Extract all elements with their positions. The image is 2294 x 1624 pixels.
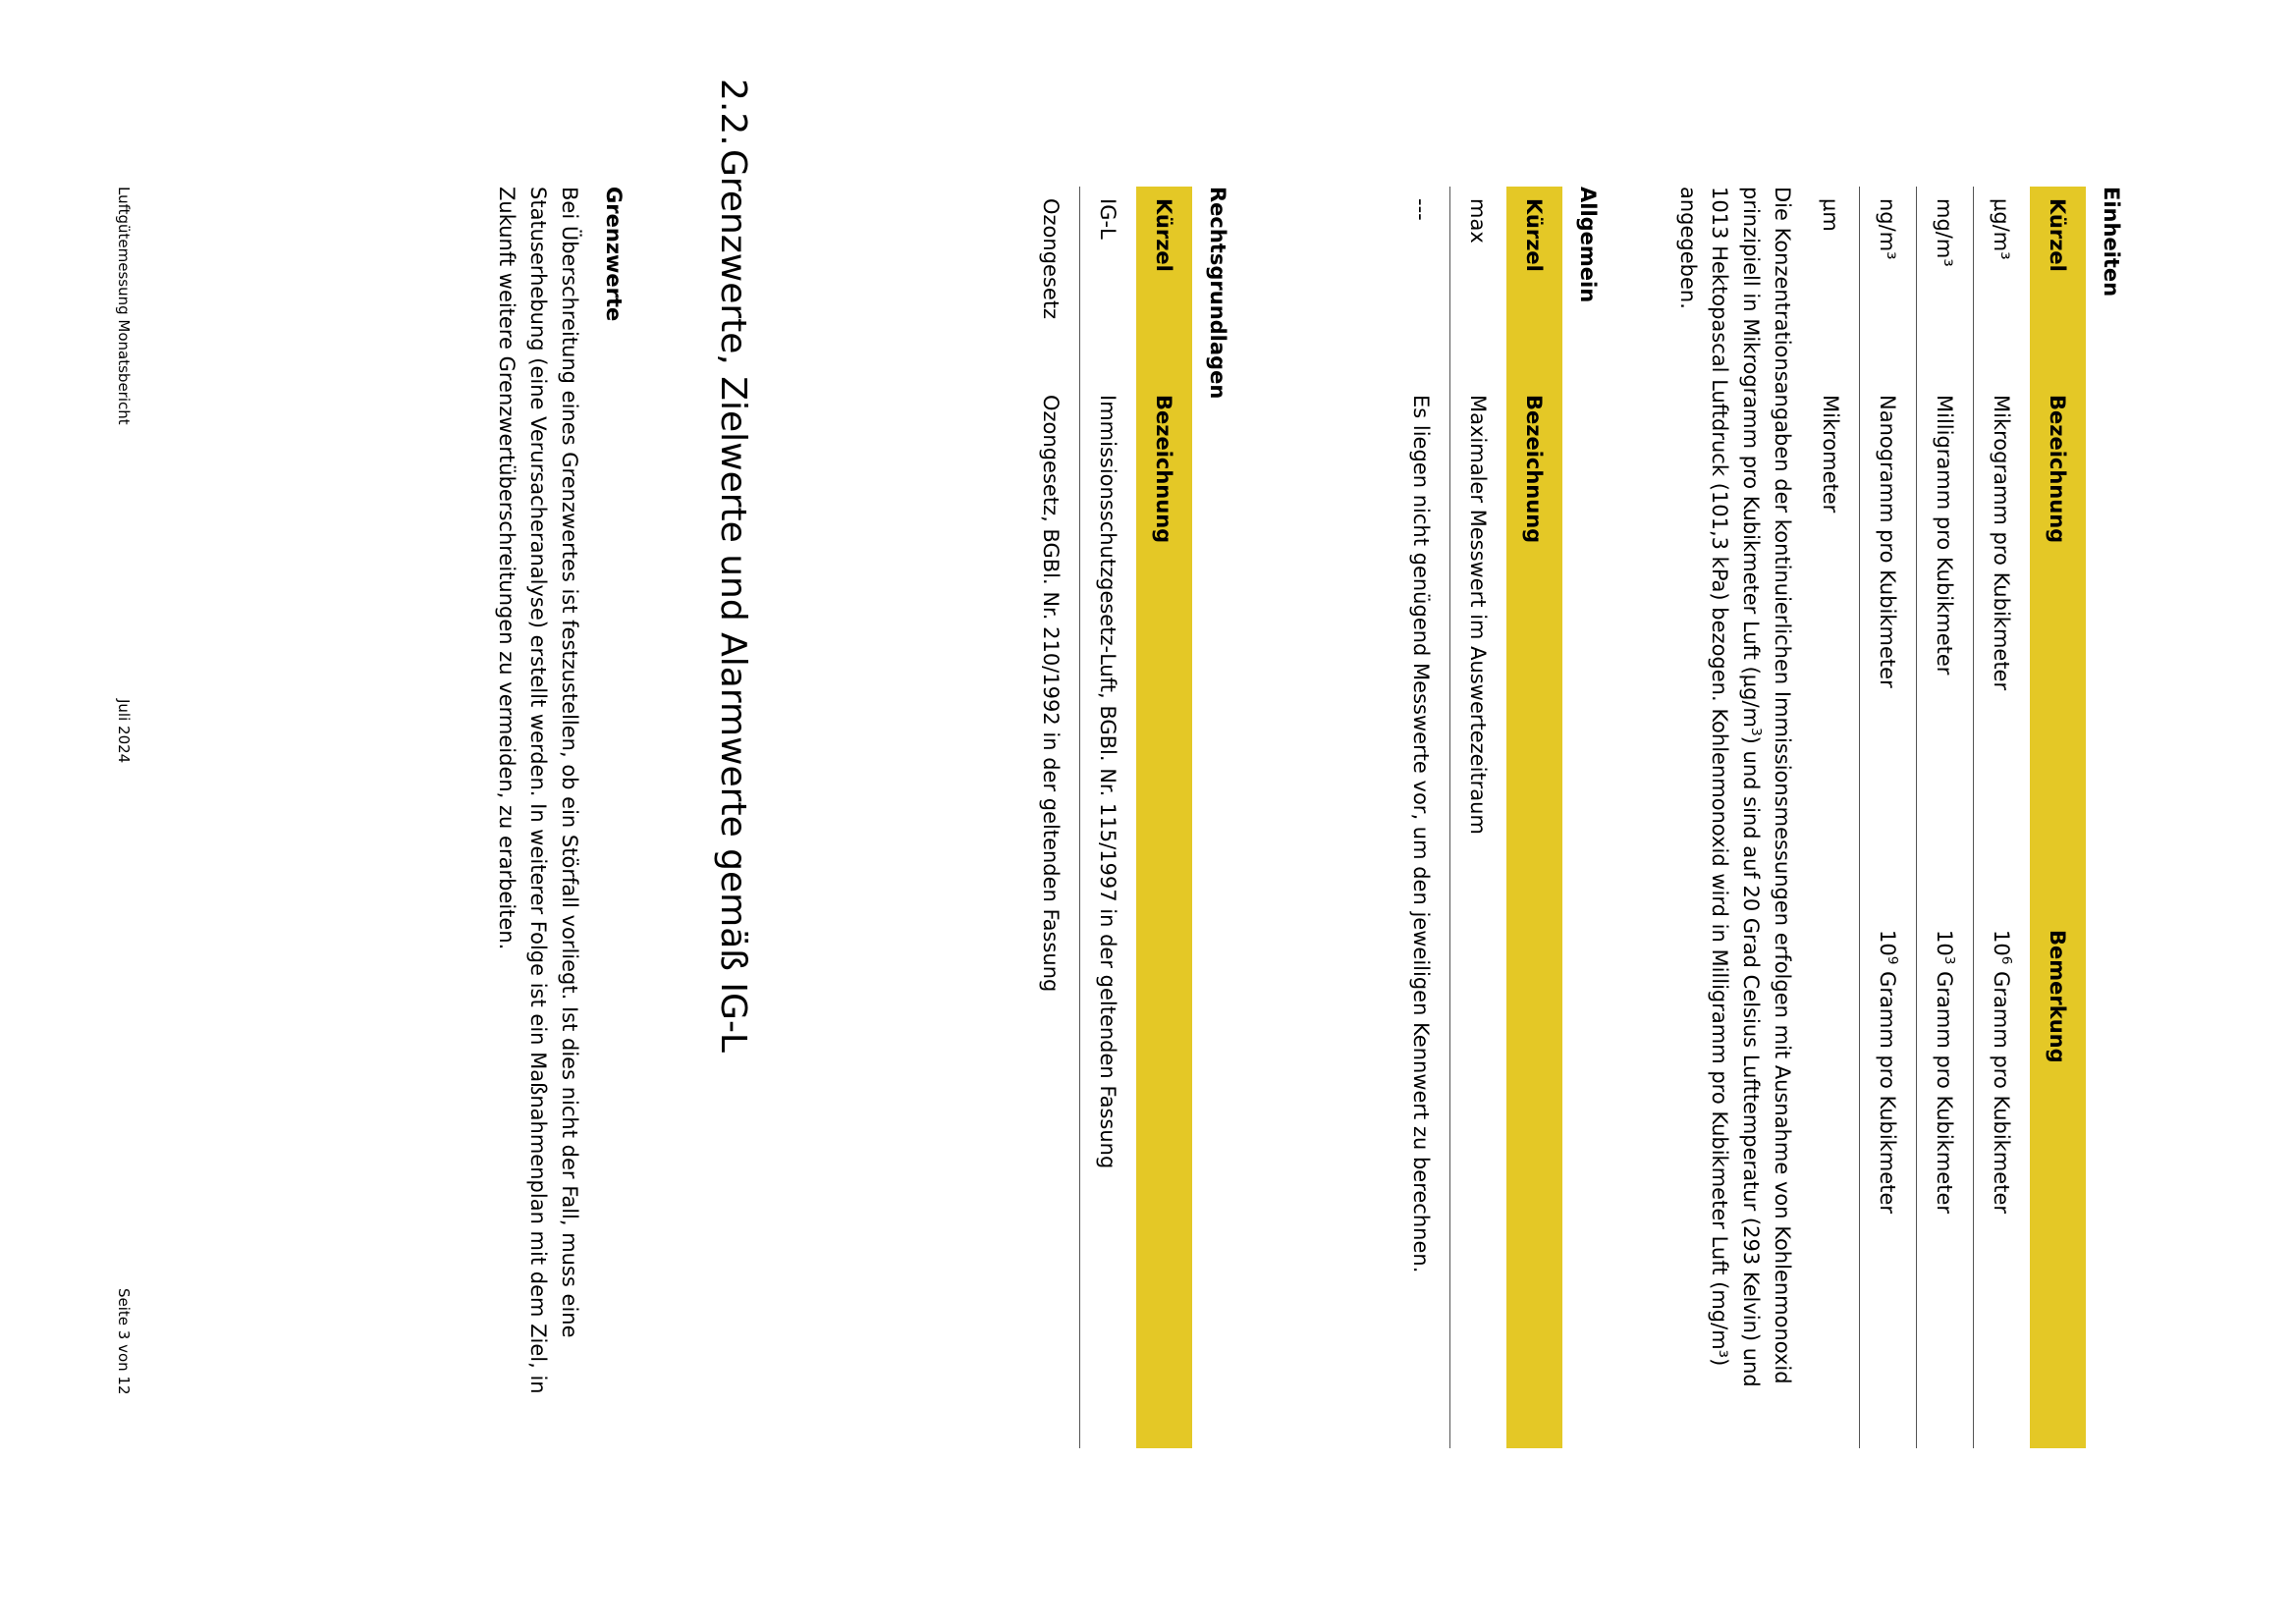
table-row [1080,187,1137,1448]
cell-bezeichnung: Immissionsschutzgesetz-Luft, BGBl. Nr. 115/1997 in der geltenden Fassung [1080,383,1137,1448]
grenzwerte-line: Bei Überschreitung eines Grenzwertes ist festzustellen, ob ein Störfall vorliegt. Ist dies nicht der Fall, muss eine [558,187,581,1338]
col-bezeichnung: Bezeichnung [1522,395,1547,544]
table-row [1974,187,2031,1448]
cell-bemerkung: $10^3$ Gramm pro Kubikmeter [1917,918,1974,1448]
allgemein-table [1393,187,1562,1448]
cell-bezeichnung: Mikrogramm pro Kubikmeter [1974,383,2031,918]
intro-line: angegeben. [1676,187,1700,309]
cell-kuerzel: --- [1409,198,1434,221]
rechtsgrundlagen-header-row [1136,187,1192,1448]
cell-bezeichnung: Milligramm pro Kubikmeter [1917,383,1974,918]
cell-bemerkung: $10^6$ Gramm pro Kubikmeter [1974,918,2031,1448]
cell-kuerzel: IG-L [1080,187,1137,383]
grenzwerte-line: Statuserhebung (eine Verursacheranalyse) erstellt werden. In weiterer Folge ist ein Maßnahmenplan mit dem Ziel, in [526,187,550,1394]
table-row [1023,187,1080,1448]
grenzwerte-line: Zukunft weitere Grenzwertüberschreitungen zu vermeiden, zu erarbeiten. [495,187,519,950]
table-row [1450,187,1507,1448]
cell-kuerzel: µm [1819,198,1843,232]
cell-bemerkung [1803,918,1860,1448]
cell-kuerzel: µg/m³ [1974,187,2031,383]
chapter-title [711,79,754,1053]
intro-line: prinzipiell in Mikrogramm pro Kubikmeter Luft $(\mu g/m^3)$ und sind auf 20 Grad Celsius Lufttemperatur (293 Kelvin) und [1739,187,1764,1387]
allgemein-heading: Allgemein [1576,187,1600,303]
chapter-number: 2.2. [713,79,753,146]
intro-line: 1013 Hektopascal Luftdruck (101,3 kPa) bezogen. Kohlenmonoxid wird in Milligramm pro Kubikmeter Luft (mg/m³) [1708,187,1731,1367]
col-kuerzel: Kürzel [2046,198,2070,272]
einheiten-header-row [2030,187,2086,1448]
rechtsgrundlagen-table [1023,187,1192,1448]
footer-left: Luftgütemessung Monatsbericht [115,187,133,425]
cell-bezeichnung: Maximaler Messwert im Auswertezeitraum [1450,383,1507,1448]
intro-line: Die Konzentrationsangaben der kontinuierlichen Immissionsmessungen erfolgen mit Ausnahme von Kohlenmonoxid [1771,187,1794,1384]
cell-kuerzel: max [1450,187,1507,383]
cell-bezeichnung: Nanogramm pro Kubikmeter [1860,383,1917,918]
table-row [1393,187,1450,1448]
table-row [1917,187,1974,1448]
table-row [1860,187,1917,1448]
chapter-title-text: Grenzwerte, Zielwerte und Alarmwerte gemäß IG-L [713,149,753,1053]
col-kuerzel: Kürzel [1522,198,1547,272]
col-bemerkung: Bemerkung [2046,930,2070,1063]
rechtsgrundlagen-heading: Rechtsgrundlagen [1206,187,1229,400]
cell-bezeichnung: Mikrometer [1819,395,1843,514]
cell-kuerzel: mg/m³ [1917,187,1974,383]
allgemein-header-row [1506,187,1562,1448]
cell-kuerzel: ng/m³ [1860,187,1917,383]
cell-bezeichnung: Es liegen nicht genügend Messwerte vor, um den jeweiligen Kennwert zu berechnen. [1409,395,1434,1273]
grenzwerte-heading: Grenzwerte [602,187,626,322]
col-bezeichnung: Bezeichnung [2046,395,2070,544]
einheiten-heading: Einheiten [2100,187,2123,298]
intro-paragraph [1672,187,1798,1561]
table-row [1803,187,1860,1448]
cell-bezeichnung: Ozongesetz, BGBl. Nr. 210/1992 in der geltenden Fassung [1039,395,1064,993]
col-kuerzel: Kürzel [1152,198,1176,272]
col-bezeichnung: Bezeichnung [1152,395,1176,544]
footer-center: Juli 2024 [115,699,133,764]
grenzwerte-paragraph [491,187,585,1561]
einheiten-table [1803,187,2086,1448]
footer-right: Seite 3 von 12 [115,1288,133,1395]
cell-kuerzel: Ozongesetz [1039,198,1064,320]
cell-bemerkung: $10^9$ Gramm pro Kubikmeter [1860,918,1917,1448]
